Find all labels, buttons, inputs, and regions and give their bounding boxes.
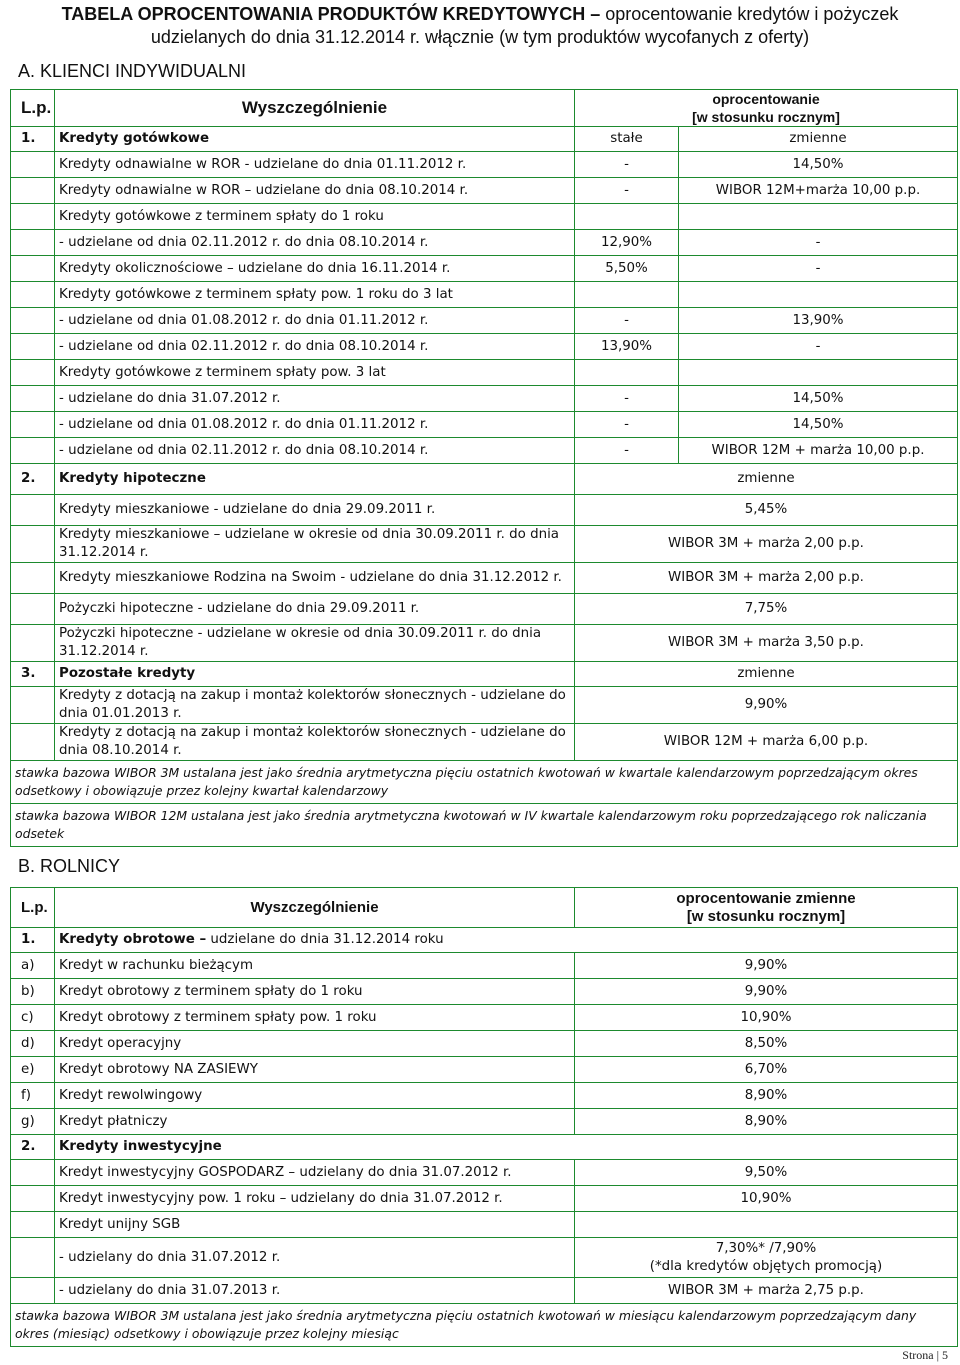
- table-row: [11, 625, 958, 662]
- header-rate-line2: [w stosunku rocznym]: [692, 109, 840, 125]
- header-rate-line2: [w stosunku rocznym]: [686, 907, 846, 925]
- table-row: [11, 152, 958, 178]
- table-row: [11, 360, 958, 386]
- row-lp: [11, 360, 55, 386]
- row-desc: Kredyty odnawialne w ROR - udzielane do dnia 01.11.2012 r.: [55, 152, 575, 178]
- header-lp: L.p.: [11, 90, 55, 127]
- page-title: [0, 3, 960, 49]
- row-rate-var: WIBOR 12M+marża 10,00 p.p.: [679, 178, 958, 204]
- table-row: [11, 687, 958, 724]
- row-rate-line1: 7,30%* /7,90%: [715, 1240, 817, 1256]
- row-lp: [11, 334, 55, 360]
- row-lp: [11, 724, 55, 761]
- row-rate-fixed: 5,50%: [575, 256, 679, 282]
- header-rate: [575, 888, 958, 928]
- row-lp: c): [11, 1005, 55, 1031]
- row-desc: Kredyty z dotacją na zakup i montaż kolektorów słonecznych - udzielane do dnia 01.01.2013 r.: [55, 687, 575, 724]
- row-desc: Kredyty gotówkowe z terminem spłaty pow. 3 lat: [55, 360, 575, 386]
- row-rate: 8,90%: [575, 1109, 958, 1135]
- row-rate-fixed: -: [575, 386, 679, 412]
- row-rate: 6,70%: [575, 1057, 958, 1083]
- group-number: 1.: [11, 928, 55, 953]
- row-rate: 9,90%: [575, 953, 958, 979]
- table-row: [11, 1160, 958, 1186]
- table-row: [11, 526, 958, 563]
- row-lp: [11, 386, 55, 412]
- row-rate-var: WIBOR 3M + marża 2,00 p.p.: [575, 563, 958, 594]
- group-title: Kredyty inwestycyjne: [55, 1135, 958, 1160]
- table-row: [11, 594, 958, 625]
- row-rate: 8,90%: [575, 1083, 958, 1109]
- row-desc: - udzielane od dnia 02.11.2012 r. do dnia 08.10.2014 r.: [55, 438, 575, 464]
- row-lp: [11, 687, 55, 724]
- row-desc: Kredyty okolicznościowe – udzielane do dnia 16.11.2014 r.: [55, 256, 575, 282]
- row-desc: Kredyt obrotowy NA ZASIEWY: [55, 1057, 575, 1083]
- row-desc: Pożyczki hipoteczne - udzielane w okresie od dnia 30.09.2011 r. do dnia 31.12.2014 r.: [55, 625, 575, 662]
- row-lp: g): [11, 1109, 55, 1135]
- table-row: [11, 724, 958, 761]
- table-row: [11, 1057, 958, 1083]
- row-desc: Kredyt obrotowy z terminem spłaty do 1 roku: [55, 979, 575, 1005]
- row-rate-fixed: -: [575, 412, 679, 438]
- row-rate: [575, 1160, 958, 1186]
- row-desc: Kredyty z dotacją na zakup i montaż kolektorów słonecznych - udzielane do dnia 08.10.2014 r.: [55, 724, 575, 761]
- table-row: [11, 308, 958, 334]
- section-b-heading: B. ROLNICY: [18, 856, 121, 876]
- table-row: [11, 230, 958, 256]
- row-desc: Kredyt obrotowy z terminem spłaty pow. 1 roku: [55, 1005, 575, 1031]
- group-number: 2.: [11, 1135, 55, 1160]
- table-row: [11, 1278, 958, 1304]
- title-line2: udzielanych do dnia 31.12.2014 r. włącznie (w tym produktów wycofanych z oferty): [150, 27, 810, 47]
- row-desc: Kredyty mieszkaniowe Rodzina na Swoim - udzielane do dnia 31.12.2012 r.: [55, 563, 575, 594]
- header-desc: Wyszczególnienie: [55, 90, 575, 127]
- row-rate: 9,90%: [575, 979, 958, 1005]
- row-lp: [11, 412, 55, 438]
- row-desc: Kredyt rewolwingowy: [55, 1083, 575, 1109]
- table-row: [11, 256, 958, 282]
- row-desc: - udzielany do dnia 31.07.2013 r.: [55, 1278, 575, 1304]
- row-rate-var: [679, 282, 958, 308]
- row-rate-var: 9,90%: [575, 687, 958, 724]
- row-desc: - udzielane od dnia 01.08.2012 r. do dnia 01.11.2012 r.: [55, 412, 575, 438]
- row-rate-var: 5,45%: [575, 495, 958, 526]
- row-lp: [11, 495, 55, 526]
- row-desc: Kredyt operacyjny: [55, 1031, 575, 1057]
- section-a-heading: A. KLIENCI INDYWIDUALNI: [18, 61, 247, 81]
- row-desc: - udzielane od dnia 02.11.2012 r. do dnia 08.10.2014 r.: [55, 230, 575, 256]
- row-desc: Kredyt inwestycyjny GOSPODARZ – udzielany do dnia 31.07.2012 r.: [55, 1160, 575, 1186]
- group-number: 1.: [11, 127, 55, 152]
- row-desc: Kredyty odnawialne w ROR – udzielane do dnia 08.10.2014 r.: [55, 178, 575, 204]
- table-row: [11, 334, 958, 360]
- row-rate-fixed: [575, 282, 679, 308]
- table-row: [11, 953, 958, 979]
- table-row: [11, 282, 958, 308]
- row-rate-var: [679, 360, 958, 386]
- row-rate-line1: WIBOR 3M + marża 2,75 p.p.: [668, 1282, 864, 1298]
- row-lp: [11, 1212, 55, 1238]
- table-row: [11, 178, 958, 204]
- row-lp: [11, 1186, 55, 1212]
- row-lp: [11, 438, 55, 464]
- row-lp: [11, 282, 55, 308]
- row-rate-var: [679, 204, 958, 230]
- group-number: 3.: [11, 662, 55, 687]
- row-rate: [575, 1212, 958, 1238]
- row-desc: - udzielane od dnia 01.08.2012 r. do dnia 01.11.2012 r.: [55, 308, 575, 334]
- col-fixed-label: stałe: [575, 127, 679, 152]
- row-lp: [11, 563, 55, 594]
- row-rate-fixed: -: [575, 178, 679, 204]
- table-row: [11, 386, 958, 412]
- row-lp: [11, 256, 55, 282]
- row-rate-fixed: [575, 204, 679, 230]
- row-rate-line1: 10,90%: [740, 1190, 792, 1206]
- group-title-rest: udzielane do dnia 31.12.2014 roku: [206, 932, 444, 947]
- table-row: [11, 204, 958, 230]
- table-row: [11, 979, 958, 1005]
- page-number: Strona | 5: [902, 1348, 948, 1362]
- col-var-label: zmienne: [575, 464, 958, 495]
- row-desc: - udzielany do dnia 31.07.2012 r.: [55, 1238, 575, 1278]
- row-rate-var: WIBOR 12M + marża 10,00 p.p.: [679, 438, 958, 464]
- col-var-label: zmienne: [679, 127, 958, 152]
- row-desc: Kredyty gotówkowe z terminem spłaty pow. 1 roku do 3 lat: [55, 282, 575, 308]
- row-rate-fixed: -: [575, 438, 679, 464]
- group-number: 2.: [11, 464, 55, 495]
- group-title: Kredyty gotówkowe: [55, 127, 575, 152]
- row-rate-var: 7,75%: [575, 594, 958, 625]
- header-lp: L.p.: [11, 888, 55, 928]
- group-title: [55, 928, 958, 953]
- table-individual-clients: [10, 89, 958, 847]
- row-lp: [11, 230, 55, 256]
- row-rate-var: -: [679, 334, 958, 360]
- table-row: [11, 1083, 958, 1109]
- row-lp: d): [11, 1031, 55, 1057]
- table-row: [11, 495, 958, 526]
- row-desc: Kredyty mieszkaniowe - udzielane do dnia 29.09.2011 r.: [55, 495, 575, 526]
- row-desc: Kredyt w rachunku bieżącym: [55, 953, 575, 979]
- row-rate-var: 14,50%: [679, 412, 958, 438]
- note-wibor-12m: stawka bazowa WIBOR 12M ustalana jest jako średnia arytmetyczna kwotowań w IV kwartale kalendarzowym roku poprzedzającego rok naliczania odsetek: [11, 804, 958, 847]
- row-rate-line1: 9,50%: [744, 1164, 788, 1180]
- header-desc: Wyszczególnienie: [55, 888, 575, 928]
- row-desc: Pożyczki hipoteczne - udzielane do dnia 29.09.2011 r.: [55, 594, 575, 625]
- row-lp: [11, 625, 55, 662]
- row-lp: [11, 1278, 55, 1304]
- table-row: [11, 563, 958, 594]
- row-lp: [11, 178, 55, 204]
- row-rate-fixed: -: [575, 308, 679, 334]
- row-rate-var: 14,50%: [679, 152, 958, 178]
- header-rate-line1: oprocentowanie zmienne: [676, 889, 856, 907]
- row-lp: [11, 152, 55, 178]
- row-rate-line2: (*dla kredytów objętych promocją): [649, 1258, 883, 1274]
- row-rate: [575, 1238, 958, 1278]
- table-row: [11, 1186, 958, 1212]
- row-rate: [575, 1186, 958, 1212]
- row-rate-var: 13,90%: [679, 308, 958, 334]
- row-rate-var: 14,50%: [679, 386, 958, 412]
- group-title-bold: Kredyty obrotowe –: [59, 932, 207, 947]
- row-lp: [11, 204, 55, 230]
- row-lp: e): [11, 1057, 55, 1083]
- row-rate-var: WIBOR 3M + marża 3,50 p.p.: [575, 625, 958, 662]
- row-desc: - udzielane do dnia 31.07.2012 r.: [55, 386, 575, 412]
- row-desc: - udzielane od dnia 02.11.2012 r. do dnia 08.10.2014 r.: [55, 334, 575, 360]
- note-wibor-3m: stawka bazowa WIBOR 3M ustalana jest jako średnia arytmetyczna pięciu ostatnich kwotowań w kwartale kalendarzowym poprzedzającym okres odsetkowy i obowiązuje przez kolejny kwartał kalendarzowy: [11, 761, 958, 804]
- row-rate-var: -: [679, 230, 958, 256]
- row-lp: a): [11, 953, 55, 979]
- row-rate: 8,50%: [575, 1031, 958, 1057]
- row-rate-var: -: [679, 256, 958, 282]
- row-lp: [11, 526, 55, 563]
- row-rate-fixed: [575, 360, 679, 386]
- row-lp: [11, 594, 55, 625]
- row-rate-fixed: -: [575, 152, 679, 178]
- row-desc: Kredyt unijny SGB: [55, 1212, 575, 1238]
- row-lp: [11, 308, 55, 334]
- group-title: Pozostałe kredyty: [55, 662, 575, 687]
- table-row: [11, 1212, 958, 1238]
- row-rate-fixed: 12,90%: [575, 230, 679, 256]
- row-rate-var: WIBOR 12M + marża 6,00 p.p.: [575, 724, 958, 761]
- table-row: [11, 412, 958, 438]
- note-wibor-3m-monthly: stawka bazowa WIBOR 3M ustalana jest jako średnia arytmetyczna pięciu ostatnich kwotowań w miesiącu kalendarzowym poprzedzającym dany okres (miesiąc) odsetkowy i obowiązuje przez kolejny miesiąc: [11, 1304, 958, 1347]
- row-rate: 10,90%: [575, 1005, 958, 1031]
- row-lp: [11, 1160, 55, 1186]
- row-rate-fixed: 13,90%: [575, 334, 679, 360]
- title-bold: TABELA OPROCENTOWANIA PRODUKTÓW KREDYTOWYCH –: [61, 4, 601, 24]
- row-rate: [575, 1278, 958, 1304]
- row-lp: [11, 1238, 55, 1278]
- row-desc: Kredyty gotówkowe z terminem spłaty do 1 roku: [55, 204, 575, 230]
- header-rate: [575, 90, 958, 127]
- header-rate-line1: oprocentowanie: [712, 91, 820, 107]
- title-rest: oprocentowanie kredytów i pożyczek: [600, 4, 899, 24]
- row-desc: Kredyt inwestycyjny pow. 1 roku – udzielany do dnia 31.07.2012 r.: [55, 1186, 575, 1212]
- table-row: [11, 1005, 958, 1031]
- table-row: [11, 1109, 958, 1135]
- table-row: [11, 438, 958, 464]
- group-title: Kredyty hipoteczne: [55, 464, 575, 495]
- row-desc: Kredyty mieszkaniowe – udzielane w okresie od dnia 30.09.2011 r. do dnia 31.12.2014 r.: [55, 526, 575, 563]
- table-row: [11, 1031, 958, 1057]
- col-var-label: zmienne: [575, 662, 958, 687]
- table-farmers: [10, 887, 958, 1347]
- row-lp: b): [11, 979, 55, 1005]
- table-row: [11, 1238, 958, 1278]
- row-rate-var: WIBOR 3M + marża 2,00 p.p.: [575, 526, 958, 563]
- row-desc: Kredyt płatniczy: [55, 1109, 575, 1135]
- row-lp: f): [11, 1083, 55, 1109]
